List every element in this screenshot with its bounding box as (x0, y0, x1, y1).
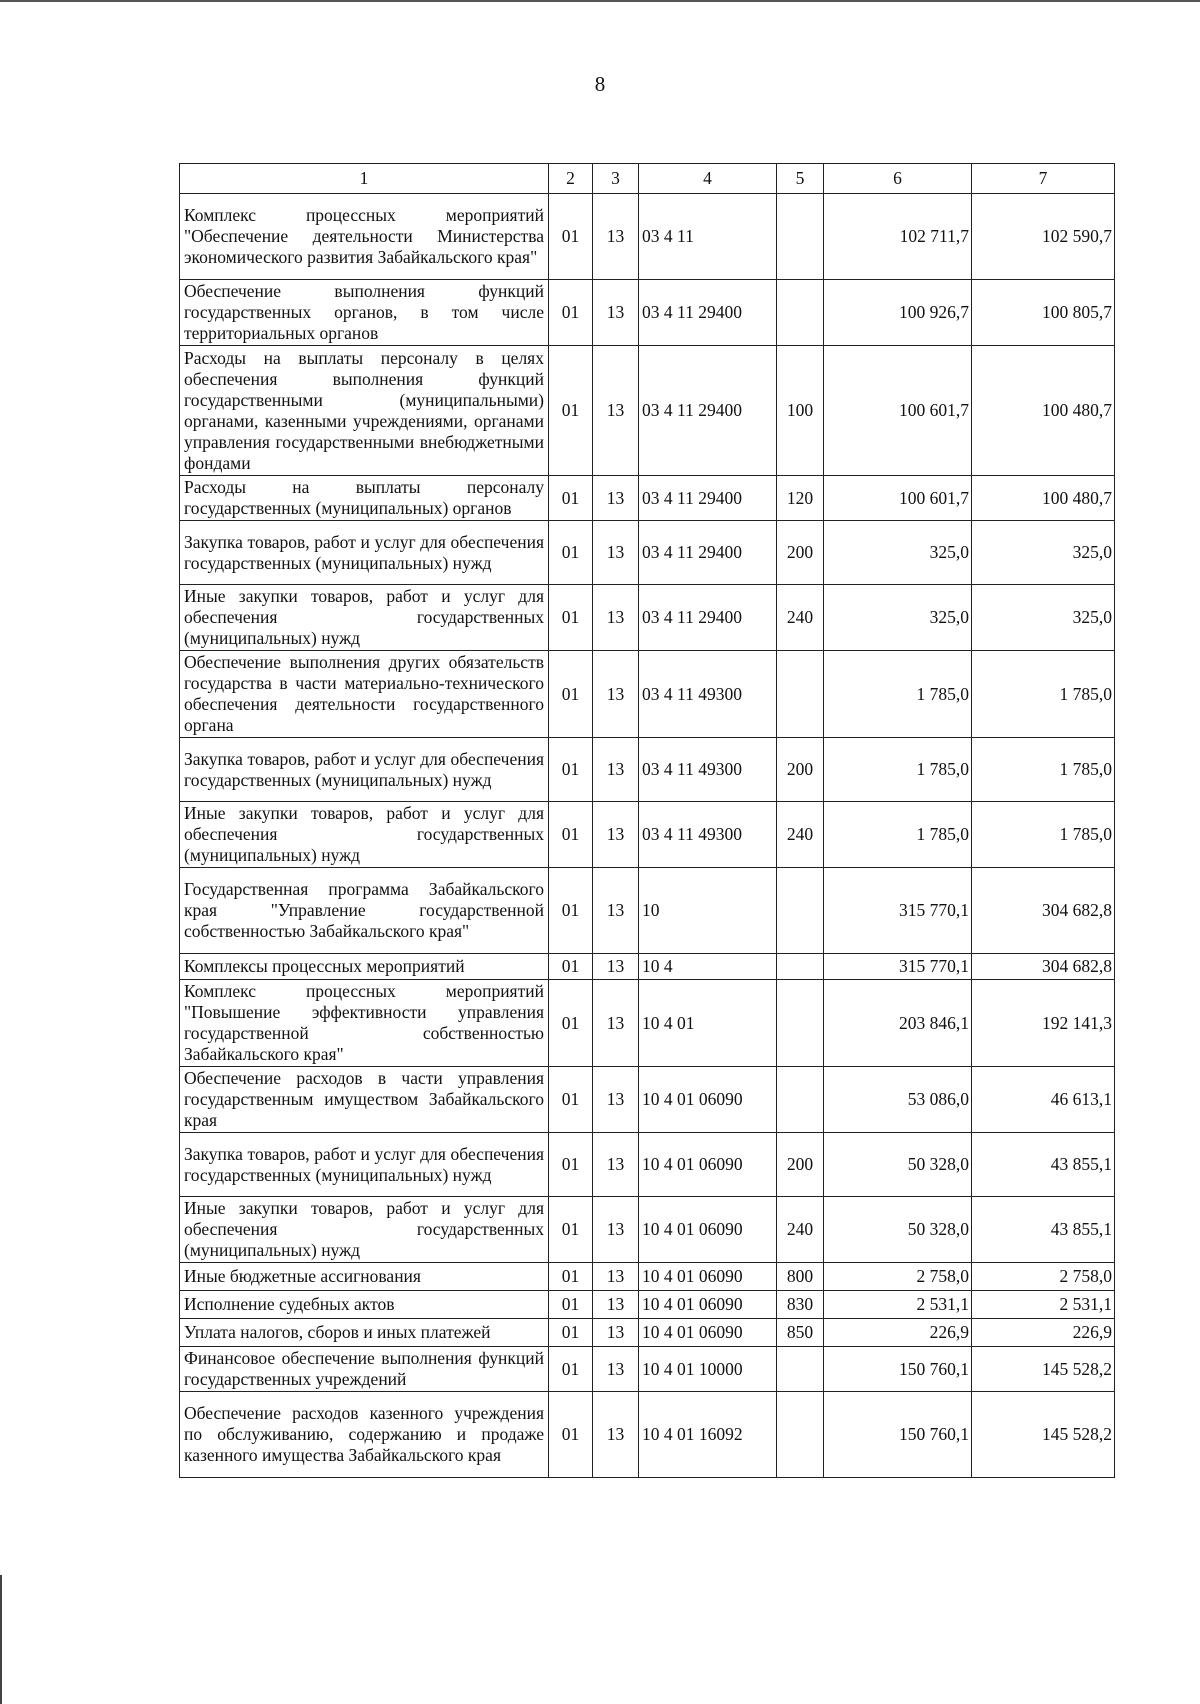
section-code-cell: 01 (549, 1067, 593, 1133)
expense-type-cell: 200 (777, 521, 824, 585)
expense-type-cell: 100 (777, 346, 824, 476)
subsection-code-cell: 13 (593, 280, 639, 346)
amount-year-1-cell: 50 328,0 (824, 1197, 972, 1263)
amount-year-1-cell: 203 846,1 (824, 980, 972, 1067)
target-article-cell: 03 4 11 29400 (639, 280, 777, 346)
subsection-code-cell: 13 (593, 1067, 639, 1133)
target-article-cell: 10 4 01 06090 (639, 1291, 777, 1319)
amount-year-2-cell: 304 682,8 (972, 954, 1115, 980)
amount-year-1-cell: 1 785,0 (824, 802, 972, 868)
target-article-cell: 10 4 (639, 954, 777, 980)
expense-type-cell (777, 1347, 824, 1392)
subsection-code-cell: 13 (593, 476, 639, 521)
expense-type-cell (777, 194, 824, 280)
subsection-code-cell: 13 (593, 1263, 639, 1291)
header-cell: 1 (180, 164, 549, 194)
expense-type-cell (777, 954, 824, 980)
target-article-cell: 10 4 01 10000 (639, 1347, 777, 1392)
section-code-cell: 01 (549, 1392, 593, 1478)
amount-year-1-cell: 100 601,7 (824, 476, 972, 521)
amount-year-1-cell: 315 770,1 (824, 954, 972, 980)
subsection-code-cell: 13 (593, 346, 639, 476)
expense-type-cell (777, 980, 824, 1067)
table-row (180, 738, 1115, 802)
table-row (180, 1263, 1115, 1291)
amount-year-2-cell: 100 480,7 (972, 476, 1115, 521)
expense-type-cell (777, 1392, 824, 1478)
section-code-cell: 01 (549, 651, 593, 738)
amount-year-2-cell: 325,0 (972, 521, 1115, 585)
table-row (180, 585, 1115, 651)
subsection-code-cell: 13 (593, 1347, 639, 1392)
row-name-cell: Исполнение судебных актов (180, 1291, 549, 1319)
table-row (180, 1291, 1115, 1319)
expense-type-cell (777, 868, 824, 954)
amount-year-2-cell: 226,9 (972, 1319, 1115, 1347)
row-name-cell: Расходы на выплаты персоналу в целях обеспечения выполнения функций государственными (муниципальными) органами, казенными учреждениями, органами управления государственными внебюджетными фондами (180, 346, 549, 476)
row-name-cell: Закупка товаров, работ и услуг для обеспечения государственных (муниципальных) нужд (180, 738, 549, 802)
amount-year-1-cell: 325,0 (824, 585, 972, 651)
amount-year-1-cell: 2 758,0 (824, 1263, 972, 1291)
top-edge-line (0, 0, 1200, 2)
table-row (180, 1197, 1115, 1263)
subsection-code-cell: 13 (593, 802, 639, 868)
header-cell: 3 (593, 164, 639, 194)
table-row (180, 280, 1115, 346)
amount-year-2-cell: 304 682,8 (972, 868, 1115, 954)
header-cell: 5 (777, 164, 824, 194)
amount-year-2-cell: 145 528,2 (972, 1392, 1115, 1478)
amount-year-2-cell: 46 613,1 (972, 1067, 1115, 1133)
amount-year-2-cell: 43 855,1 (972, 1197, 1115, 1263)
table-row (180, 346, 1115, 476)
section-code-cell: 01 (549, 1291, 593, 1319)
section-code-cell: 01 (549, 476, 593, 521)
row-name-cell: Закупка товаров, работ и услуг для обеспечения государственных (муниципальных) нужд (180, 521, 549, 585)
amount-year-1-cell: 2 531,1 (824, 1291, 972, 1319)
budget-table (179, 163, 1115, 1478)
amount-year-2-cell: 100 480,7 (972, 346, 1115, 476)
target-article-cell: 03 4 11 49300 (639, 802, 777, 868)
expense-type-cell: 120 (777, 476, 824, 521)
amount-year-1-cell: 53 086,0 (824, 1067, 972, 1133)
table-row (180, 1067, 1115, 1133)
section-code-cell: 01 (549, 868, 593, 954)
target-article-cell: 10 4 01 06090 (639, 1263, 777, 1291)
table-row (180, 651, 1115, 738)
subsection-code-cell: 13 (593, 585, 639, 651)
amount-year-2-cell: 145 528,2 (972, 1347, 1115, 1392)
row-name-cell: Обеспечение выполнения функций государственных органов, в том числе территориальных органов (180, 280, 549, 346)
amount-year-2-cell: 43 855,1 (972, 1133, 1115, 1197)
section-code-cell: 01 (549, 346, 593, 476)
target-article-cell: 03 4 11 49300 (639, 651, 777, 738)
expense-type-cell: 240 (777, 802, 824, 868)
amount-year-1-cell: 325,0 (824, 521, 972, 585)
amount-year-1-cell: 1 785,0 (824, 738, 972, 802)
target-article-cell: 10 4 01 (639, 980, 777, 1067)
amount-year-2-cell: 100 805,7 (972, 280, 1115, 346)
amount-year-2-cell: 2 531,1 (972, 1291, 1115, 1319)
target-article-cell: 10 4 01 06090 (639, 1319, 777, 1347)
target-article-cell: 10 4 01 06090 (639, 1133, 777, 1197)
amount-year-1-cell: 150 760,1 (824, 1392, 972, 1478)
subsection-code-cell: 13 (593, 194, 639, 280)
section-code-cell: 01 (549, 585, 593, 651)
expense-type-cell: 240 (777, 585, 824, 651)
amount-year-2-cell: 325,0 (972, 585, 1115, 651)
target-article-cell: 10 4 01 06090 (639, 1197, 777, 1263)
target-article-cell: 03 4 11 (639, 194, 777, 280)
expense-type-cell: 240 (777, 1197, 824, 1263)
row-name-cell: Комплекс процессных мероприятий "Повышение эффективности управления государственной собственностью Забайкальского края" (180, 980, 549, 1067)
table-body (180, 164, 1115, 1478)
section-code-cell: 01 (549, 280, 593, 346)
amount-year-1-cell: 150 760,1 (824, 1347, 972, 1392)
row-name-cell: Комплексы процессных мероприятий (180, 954, 549, 980)
amount-year-2-cell: 1 785,0 (972, 802, 1115, 868)
table-row (180, 868, 1115, 954)
header-cell: 4 (639, 164, 777, 194)
page-number: 8 (594, 72, 606, 96)
table-row (180, 802, 1115, 868)
table-row (180, 1347, 1115, 1392)
row-name-cell: Иные закупки товаров, работ и услуг для обеспечения государственных (муниципальных) нужд (180, 1197, 549, 1263)
table-row (180, 521, 1115, 585)
section-code-cell: 01 (549, 521, 593, 585)
target-article-cell: 03 4 11 29400 (639, 346, 777, 476)
subsection-code-cell: 13 (593, 738, 639, 802)
amount-year-1-cell: 1 785,0 (824, 651, 972, 738)
expense-type-cell: 800 (777, 1263, 824, 1291)
header-cell: 6 (824, 164, 972, 194)
row-name-cell: Обеспечение расходов в части управления государственным имуществом Забайкальского края (180, 1067, 549, 1133)
expense-type-cell (777, 280, 824, 346)
row-name-cell: Уплата налогов, сборов и иных платежей (180, 1319, 549, 1347)
expense-type-cell: 830 (777, 1291, 824, 1319)
table-header-row (180, 164, 1115, 194)
subsection-code-cell: 13 (593, 651, 639, 738)
table-row (180, 476, 1115, 521)
subsection-code-cell: 13 (593, 1133, 639, 1197)
table-row (180, 1133, 1115, 1197)
table-row (180, 1392, 1115, 1478)
section-code-cell: 01 (549, 1197, 593, 1263)
expense-type-cell: 850 (777, 1319, 824, 1347)
table-row (180, 1319, 1115, 1347)
subsection-code-cell: 13 (593, 1197, 639, 1263)
subsection-code-cell: 13 (593, 1319, 639, 1347)
target-article-cell: 03 4 11 29400 (639, 476, 777, 521)
subsection-code-cell: 13 (593, 1392, 639, 1478)
row-name-cell: Обеспечение выполнения других обязательств государства в части материально-технического обеспечения деятельности государственного органа (180, 651, 549, 738)
expense-type-cell: 200 (777, 738, 824, 802)
section-code-cell: 01 (549, 1133, 593, 1197)
row-name-cell: Иные закупки товаров, работ и услуг для обеспечения государственных (муниципальных) нужд (180, 802, 549, 868)
amount-year-2-cell: 2 758,0 (972, 1263, 1115, 1291)
subsection-code-cell: 13 (593, 1291, 639, 1319)
target-article-cell: 10 4 01 16092 (639, 1392, 777, 1478)
expense-type-cell (777, 1067, 824, 1133)
row-name-cell: Иные закупки товаров, работ и услуг для обеспечения государственных (муниципальных) нужд (180, 585, 549, 651)
section-code-cell: 01 (549, 194, 593, 280)
subsection-code-cell: 13 (593, 521, 639, 585)
expense-type-cell: 200 (777, 1133, 824, 1197)
expense-type-cell (777, 651, 824, 738)
row-name-cell: Иные бюджетные ассигнования (180, 1263, 549, 1291)
target-article-cell: 03 4 11 49300 (639, 738, 777, 802)
row-name-cell: Обеспечение расходов казенного учреждения по обслуживанию, содержанию и продаже казенного имущества Забайкальского края (180, 1392, 549, 1478)
section-code-cell: 01 (549, 1347, 593, 1392)
subsection-code-cell: 13 (593, 868, 639, 954)
header-cell: 7 (972, 164, 1115, 194)
amount-year-2-cell: 1 785,0 (972, 738, 1115, 802)
amount-year-1-cell: 100 601,7 (824, 346, 972, 476)
subsection-code-cell: 13 (593, 980, 639, 1067)
section-code-cell: 01 (549, 980, 593, 1067)
table-row (180, 954, 1115, 980)
target-article-cell: 03 4 11 29400 (639, 585, 777, 651)
section-code-cell: 01 (549, 954, 593, 980)
row-name-cell: Закупка товаров, работ и услуг для обеспечения государственных (муниципальных) нужд (180, 1133, 549, 1197)
row-name-cell: Расходы на выплаты персоналу государственных (муниципальных) органов (180, 476, 549, 521)
amount-year-1-cell: 50 328,0 (824, 1133, 972, 1197)
table-row (180, 980, 1115, 1067)
amount-year-1-cell: 315 770,1 (824, 868, 972, 954)
target-article-cell: 03 4 11 29400 (639, 521, 777, 585)
section-code-cell: 01 (549, 1263, 593, 1291)
left-edge-line (0, 1575, 2, 1704)
amount-year-2-cell: 192 141,3 (972, 980, 1115, 1067)
amount-year-1-cell: 226,9 (824, 1319, 972, 1347)
row-name-cell: Комплекс процессных мероприятий "Обеспечение деятельности Министерства экономического развития Забайкальского края" (180, 194, 549, 280)
amount-year-1-cell: 100 926,7 (824, 280, 972, 346)
table-row (180, 194, 1115, 280)
subsection-code-cell: 13 (593, 954, 639, 980)
target-article-cell: 10 (639, 868, 777, 954)
section-code-cell: 01 (549, 802, 593, 868)
target-article-cell: 10 4 01 06090 (639, 1067, 777, 1133)
section-code-cell: 01 (549, 738, 593, 802)
row-name-cell: Финансовое обеспечение выполнения функций государственных учреждений (180, 1347, 549, 1392)
amount-year-1-cell: 102 711,7 (824, 194, 972, 280)
section-code-cell: 01 (549, 1319, 593, 1347)
amount-year-2-cell: 102 590,7 (972, 194, 1115, 280)
row-name-cell: Государственная программа Забайкальского края "Управление государственной собственностью Забайкальского края" (180, 868, 549, 954)
header-cell: 2 (549, 164, 593, 194)
amount-year-2-cell: 1 785,0 (972, 651, 1115, 738)
